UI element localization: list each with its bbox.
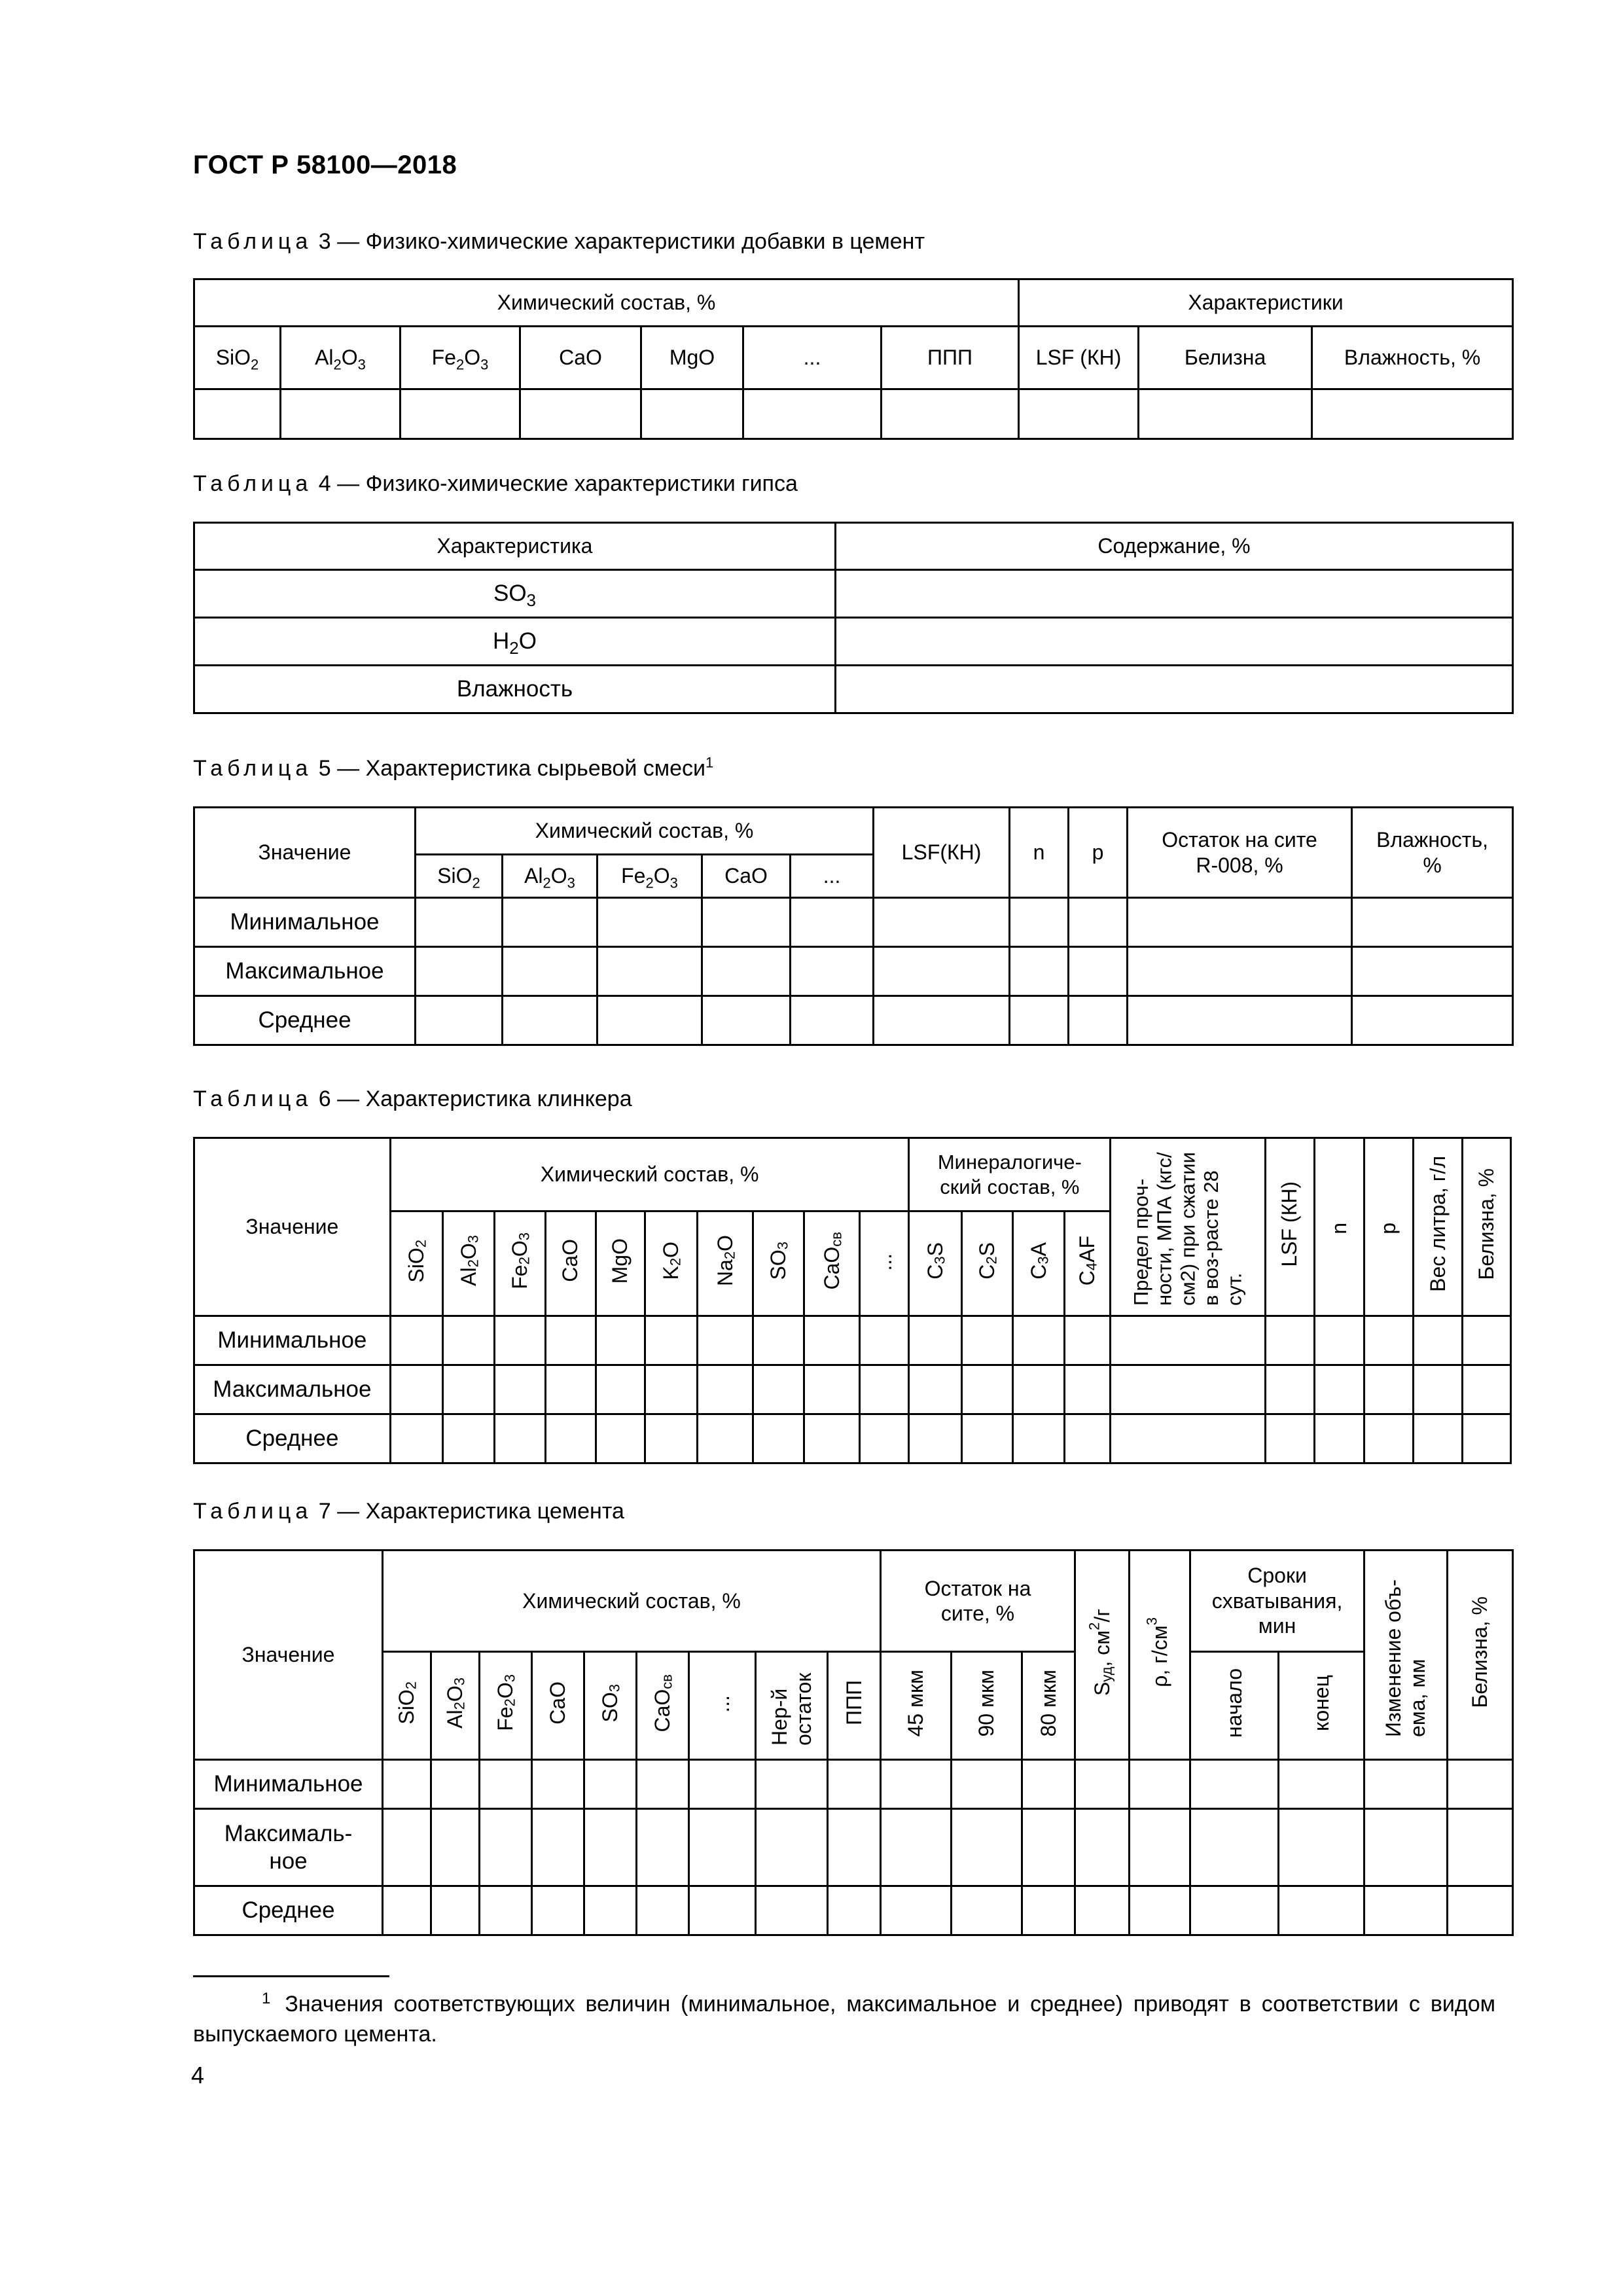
table6-head-strength: Предел проч-ности, МПА (кгс/см2) при сжатии в воз-расте 28 сут. (1111, 1138, 1265, 1316)
table6-col-na2o: $Na_2O$ (698, 1211, 753, 1316)
table6-row-label: Максимальное (194, 1365, 391, 1414)
table5-row-label: Минимальное (194, 898, 416, 947)
table3-caption (193, 229, 925, 255)
table7-row-label: Максималь-ное (194, 1809, 383, 1886)
table7-col-ellipsis: ... (689, 1652, 756, 1760)
table6-col-c3a: $C_3A$ (1013, 1211, 1064, 1316)
table6-col-so3: $SO_3$ (753, 1211, 804, 1316)
table6-col-mgo: MgO (596, 1211, 645, 1316)
table6-col-c2s: $C_2S$ (961, 1211, 1012, 1316)
table6-head-value: Значение (194, 1138, 391, 1316)
table7-caption (193, 1499, 624, 1524)
table5-col-al2o3: $Al_2O_3$ (503, 855, 597, 898)
table3-col-al2o3: $Al_2O_3$ (281, 327, 401, 389)
table7-head-volume-change: Изменение объ-ема, мм (1364, 1551, 1448, 1760)
table5-head-residue: Остаток на сите R-008, % (1128, 808, 1352, 898)
table6-head-whiteness: Белизна, % (1463, 1138, 1511, 1316)
table7-group-chemical: Химический состав, % (383, 1551, 881, 1652)
table6-col-k2o: $K_2O$ (645, 1211, 698, 1316)
table5-head-moisture: Влажность, % (1352, 808, 1513, 898)
table6 (193, 1137, 1512, 1464)
table7 (193, 1549, 1514, 1936)
table7-col-al2o3: $Al_2O_3$ (431, 1652, 480, 1760)
table7-col-cao-free: CaO$_{св}$ (637, 1652, 689, 1760)
table7-head-value: Значение (194, 1551, 383, 1760)
table6-col-cao: CaO (546, 1211, 596, 1316)
footnote-reference: 1 (705, 754, 714, 771)
table7-col-cao: CaO (532, 1652, 584, 1760)
page-number: 4 (191, 2062, 205, 2089)
table3-caption-word: Таблица (193, 229, 313, 254)
table-row (194, 996, 1513, 1045)
table6-col-fe2o3: $Fe_2O_3$ (494, 1211, 545, 1316)
table-row (194, 1316, 1511, 1365)
table5-row-label: Максимальное (194, 947, 416, 996)
table5-caption (193, 756, 713, 781)
table7-caption-title: 7 — Характеристика цемента (318, 1499, 624, 1524)
table4-caption-word: Таблица (193, 471, 313, 496)
table7-row-label: Минимальное (194, 1760, 383, 1809)
table7-caption-word: Таблица (193, 1499, 313, 1524)
table5-caption-title: 5 — Характеристика сырьевой смеси (318, 756, 706, 781)
table3 (193, 278, 1514, 440)
table7-head-whiteness: Белизна, % (1448, 1551, 1513, 1760)
table-row (194, 618, 1513, 666)
footnote: 1 Значения соответствующих величин (минимальное, максимальное и среднее) приводят в соответствии с видом выпускаемого цемента. (193, 1989, 1495, 2047)
table5-caption-word: Таблица (193, 756, 313, 781)
table4-row-so3: $SO_3$ (194, 570, 836, 618)
table3-caption-title: 3 — Физико-химические характеристики добавки в цемент (318, 229, 925, 254)
table4-head-characteristic: Характеристика (194, 523, 836, 570)
footnote-divider (193, 1975, 389, 1977)
table6-col-sio2: SiO$_2$ (390, 1211, 442, 1316)
table6-col-cao-free: CaO$_{св}$ (804, 1211, 859, 1316)
table3-col-ppp: ППП (882, 327, 1019, 389)
table7-row-label: Среднее (194, 1886, 383, 1935)
table4-row-moisture: Влажность (194, 666, 836, 713)
table-row (194, 666, 1513, 713)
table6-row-label: Среднее (194, 1414, 391, 1463)
table6-head-p: p (1364, 1138, 1413, 1316)
table3-col-whiteness: Белизна (1139, 327, 1312, 389)
table6-caption-word: Таблица (193, 1086, 313, 1111)
table5-col-sio2: SiO$_2$ (416, 855, 503, 898)
table5-head-p: p (1069, 808, 1128, 898)
table3-col-moisture: Влажность, % (1312, 327, 1513, 389)
table3-col-fe2o3: $Fe_2O_3$ (401, 327, 520, 389)
table7-col-sio2: SiO$_2$ (383, 1652, 431, 1760)
table7-col-45: 45 мкм (881, 1652, 952, 1760)
table4-head-content: Содержание, % (836, 523, 1513, 570)
table5-col-cao: CaO (702, 855, 791, 898)
table4-row-h2o: $H_2O$ (194, 618, 836, 666)
table5-group-chemical: Химический состав, % (416, 808, 874, 855)
table3-col-ellipsis: ... (743, 327, 882, 389)
table6-head-n: n (1315, 1138, 1364, 1316)
table6-head-liter-weight: Вес литра, г/л (1413, 1138, 1462, 1316)
table-row (194, 1414, 1511, 1463)
table3-col-sio2: SiO$_2$ (194, 327, 281, 389)
table5-col-fe2o3: $Fe_2O_3$ (597, 855, 702, 898)
table-row (194, 570, 1513, 618)
table-row (194, 1760, 1513, 1809)
table3-group-chemical: Химический состав, % (194, 279, 1019, 327)
table-row (194, 898, 1513, 947)
table3-col-lsf: LSF (КН) (1019, 327, 1139, 389)
table7-group-setting: Сроки схватывания, мин (1190, 1551, 1364, 1652)
table5-row-label: Среднее (194, 996, 416, 1045)
table4-caption-title: 4 — Физико-химические характеристики гипса (318, 471, 798, 496)
table7-col-start: начало (1190, 1652, 1279, 1760)
table6-col-c3s: $C_3S$ (909, 1211, 961, 1316)
table6-caption (193, 1086, 632, 1112)
table6-group-mineralogical: Минералогиче-ский состав, % (909, 1138, 1111, 1211)
table-row (194, 947, 1513, 996)
table7-head-specific-surface: $S_{уд}$, $см^2/г$ (1075, 1551, 1130, 1760)
table4 (193, 522, 1514, 714)
table-row (194, 1365, 1511, 1414)
table5-head-lsf: LSF(КН) (874, 808, 1010, 898)
document-code: ГОСТ Р 58100—2018 (193, 151, 457, 179)
footnote-text: Значения соответствующих величин (минимальное, максимальное и среднее) приводят в соответствии с видом выпускаемого цемента. (193, 1992, 1495, 2047)
table6-group-chemical: Химический состав, % (390, 1138, 909, 1211)
table7-col-ppp: ППП (828, 1652, 881, 1760)
table3-col-cao: CaO (520, 327, 641, 389)
table3-col-mgo: MgO (641, 327, 743, 389)
table-row (194, 389, 1513, 439)
table5 (193, 806, 1514, 1046)
table5-head-n: n (1010, 808, 1069, 898)
table4-caption (193, 471, 798, 497)
table3-group-characteristics: Характеристики (1019, 279, 1513, 327)
table6-col-ellipsis: ... (859, 1211, 909, 1316)
table5-head-value: Значение (194, 808, 416, 898)
table6-col-c4af: $C_4AF$ (1064, 1211, 1110, 1316)
table6-col-al2o3: $Al_2O_3$ (443, 1211, 494, 1316)
table7-head-density: ρ, $г/см^3$ (1130, 1551, 1190, 1760)
table7-col-so3: $SO_3$ (584, 1652, 637, 1760)
table7-col-end: конец (1279, 1652, 1364, 1760)
table7-col-90: 90 мкм (952, 1652, 1022, 1760)
table7-col-80: 80 мкм (1022, 1652, 1075, 1760)
table7-col-insoluble: Нер-й остаток (756, 1652, 828, 1760)
table-row (194, 1809, 1513, 1886)
table7-group-residue: Остаток на сите, % (881, 1551, 1075, 1652)
table-row (194, 1886, 1513, 1935)
table6-head-lsf: LSF (КН) (1265, 1138, 1314, 1316)
table5-col-ellipsis: ... (791, 855, 874, 898)
table6-caption-title: 6 — Характеристика клинкера (318, 1086, 632, 1111)
table6-row-label: Минимальное (194, 1316, 391, 1365)
table7-col-fe2o3: $Fe_2O_3$ (480, 1652, 532, 1760)
